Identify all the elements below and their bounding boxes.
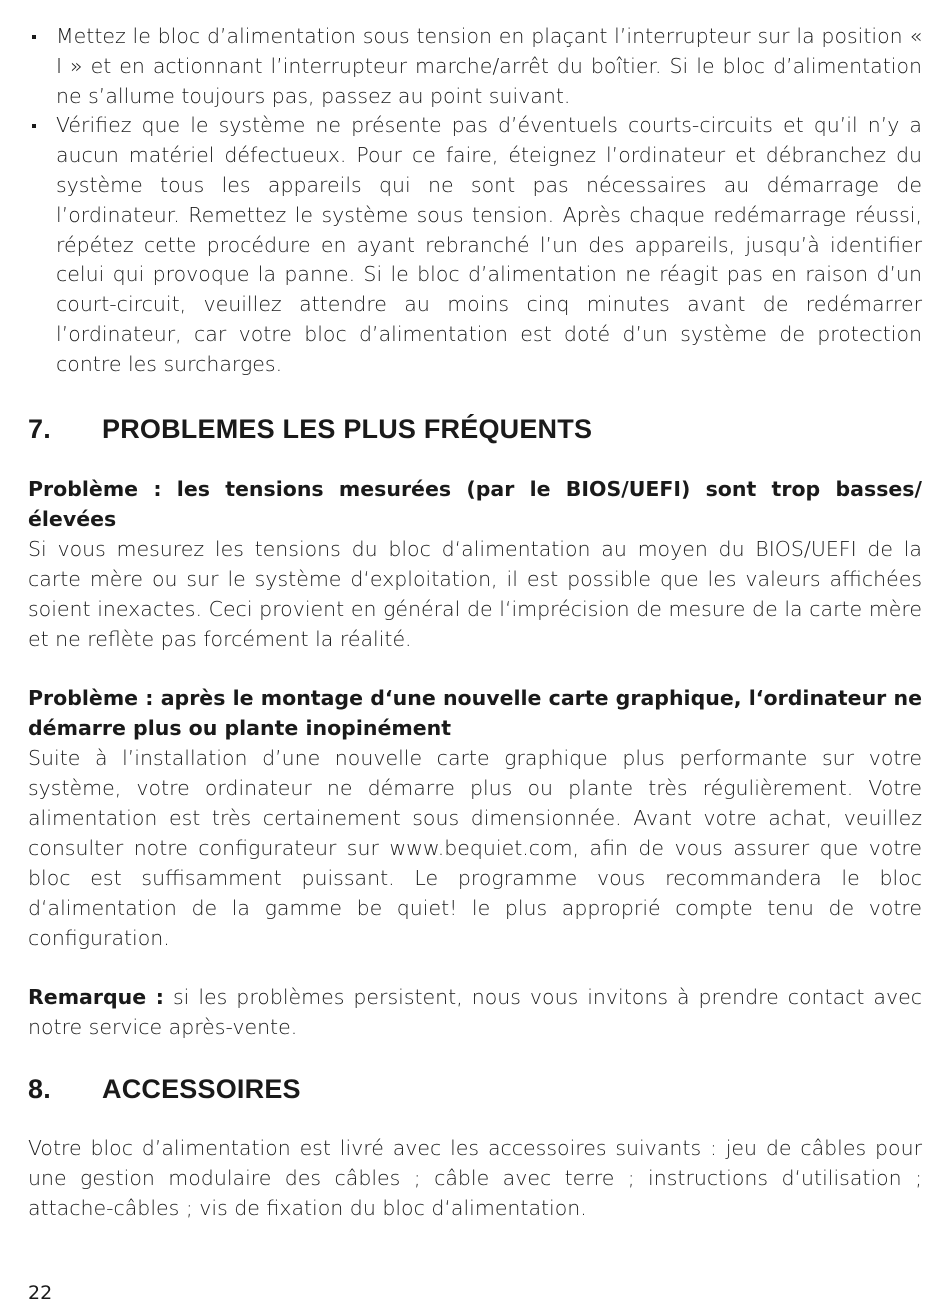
bullet-text: Mettez le bloc d’alimentation sous tension en plaçant l’interrupteur sur la position « I » et en actionnant l’interrupteur marche/arrêt du boîtier. Si le bloc d’alimentation ne s’allume toujours pas, passez au point suivant. <box>56 24 922 108</box>
note-block <box>28 982 922 1042</box>
section-title: ACCESSOIRES <box>102 1074 301 1104</box>
problem-description: Suite à l’installation d’une nouvelle carte graphique plus performante sur votre système, votre ordinateur ne démarre plus ou plante très régulièrement. Votre alimentation est très certainement sous dimensionnée. Avant votre achat, veuillez consulter notre configurateur sur www.bequiet.com, afin de vous assurer que votre bloc est suffisamment puissant. Le programme vous recommandera le bloc d‘alimentation de la gamme be quiet! le plus approprié compte tenu de votre configuration. <box>28 746 922 950</box>
problem-heading: Problème : les tensions mesurées (par le BIOS/UEFI) sont trop basses/ élevées <box>28 477 922 531</box>
note-label: Remarque : <box>28 985 164 1009</box>
bullet-item <box>28 111 922 379</box>
bullet-marker <box>32 35 36 39</box>
problem-voltage-block <box>28 474 922 654</box>
problem-graphics-card-block <box>28 683 922 953</box>
section-number: 8. <box>28 1074 51 1104</box>
note-paragraph <box>28 982 922 1042</box>
troubleshooting-bullet-list <box>28 22 922 380</box>
section-8-heading <box>28 1074 301 1105</box>
bullet-text: Vérifiez que le système ne présente pas d’éventuels courts-circuits et qu’il n’y a aucun matériel défectueux. Pour ce faire, éteignez l’ordinateur et débranchez du système tous les appareils qui ne sont pas nécessaires au démarrage de l’ordinateur. Remettez le système sous tension. Après chaque redémarrage réussi, répétez cette procédure en ayant rebranché l’un des appareils, jusqu’à identifier celui qui provoque la panne. Si le bloc d’alimentation ne réagit pas en raison d’un court-circuit, veuillez attendre au moins cinq minutes avant de redémarrer l’ordinateur, car votre bloc d’alimentation est doté d’un système de protection contre les surcharges. <box>56 113 922 376</box>
bullet-marker <box>32 124 36 128</box>
section-title: PROBLEMES LES PLUS FRÉQUENTS <box>102 414 593 444</box>
section-7-heading <box>28 414 592 445</box>
page-number: 22 <box>28 1282 53 1304</box>
problem-heading: Problème : après le montage d‘une nouvelle carte graphique, l‘ordinateur ne démarre plus ou plante inopinément <box>28 686 922 740</box>
accessories-description: Votre bloc d’alimentation est livré avec les accessoires suivants : jeu de câbles pour une gestion modulaire des câbles ; câble avec terre ; instructions d‘utilisation ; attache-câbles ; vis de fixation du bloc d‘alimentation. <box>28 1136 922 1220</box>
accessories-block <box>28 1133 922 1223</box>
section-number: 7. <box>28 414 51 444</box>
problem-description: Si vous mesurez les tensions du bloc d‘alimentation au moyen du BIOS/UEFI de la carte mère ou sur le système d‘exploitation, il est possible que les valeurs affichées soient inexactes. Ceci provient en général de l‘imprécision de mesure de la carte mère et ne reflète pas forcément la réalité. <box>28 537 922 651</box>
bullet-item <box>28 22 922 111</box>
note-text: si les problèmes persistent, nous vous invitons à prendre contact avec notre service après-vente. <box>28 985 922 1039</box>
